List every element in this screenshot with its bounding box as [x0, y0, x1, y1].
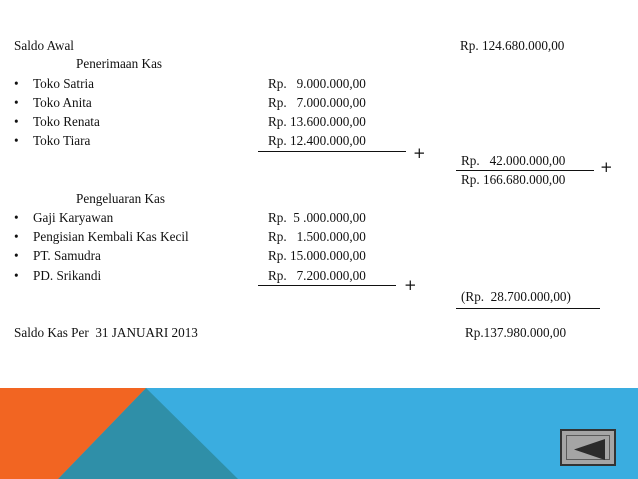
penerimaan-heading: Penerimaan Kas — [76, 56, 163, 71]
pengeluaran-heading: Pengeluaran Kas — [76, 191, 165, 206]
pengeluaran-item-amount: Rp. 5 .000.000,00 — [268, 210, 366, 225]
subtotal-amount: Rp. 166.680.000,00 — [461, 172, 566, 187]
pengeluaran-item-name: PT. Samudra — [33, 248, 101, 263]
saldo-awal-label: Saldo Awal — [14, 38, 74, 53]
pengeluaran-total-underline — [456, 308, 600, 309]
pengeluaran-bullet: • — [14, 210, 19, 225]
pengeluaran-bullet: • — [14, 268, 19, 283]
penerimaan-bullet: • — [14, 95, 19, 110]
penerimaan-item-amount: Rp. 12.400.000,00 — [268, 133, 366, 148]
penerimaan-item-name: Toko Tiara — [33, 133, 91, 148]
penerimaan-total-plus-sign: + — [600, 158, 613, 176]
penerimaan-bullet: • — [14, 133, 19, 148]
saldo-awal-amount: Rp. 124.680.000,00 — [460, 38, 565, 53]
penerimaan-underline — [258, 151, 406, 152]
saldo-akhir-label: Saldo Kas Per 31 JANUARI 2013 — [14, 325, 198, 340]
back-button[interactable] — [560, 429, 616, 466]
penerimaan-item-name: Toko Satria — [33, 76, 94, 91]
pengeluaran-bullet: • — [14, 229, 19, 244]
pengeluaran-item-amount: Rp. 7.200.000,00 — [268, 268, 366, 283]
pengeluaran-bullet: • — [14, 248, 19, 263]
penerimaan-item-amount: Rp. 13.600.000,00 — [268, 114, 366, 129]
pengeluaran-plus-sign: + — [404, 276, 417, 294]
penerimaan-item-name: Toko Anita — [33, 95, 92, 110]
penerimaan-total-underline — [456, 170, 594, 171]
penerimaan-bullet: • — [14, 76, 19, 91]
footer-decoration — [0, 388, 638, 479]
penerimaan-item-amount: Rp. 7.000.000,00 — [268, 95, 366, 110]
back-button-inner — [566, 435, 610, 460]
pengeluaran-item-name: PD. Srikandi — [33, 268, 102, 283]
penerimaan-item-amount: Rp. 9.000.000,00 — [268, 76, 366, 91]
pengeluaran-total: (Rp. 28.700.000,00) — [461, 289, 571, 304]
penerimaan-bullet: • — [14, 114, 19, 129]
penerimaan-item-name: Toko Renata — [33, 114, 100, 129]
pengeluaran-item-amount: Rp. 15.000.000,00 — [268, 248, 366, 263]
penerimaan-plus-sign: + — [413, 144, 426, 162]
pengeluaran-underline — [258, 285, 396, 286]
pengeluaran-item-amount: Rp. 1.500.000,00 — [268, 229, 366, 244]
saldo-akhir-amount: Rp.137.980.000,00 — [465, 325, 567, 340]
triangle-left-icon — [567, 436, 613, 463]
pengeluaran-item-name: Pengisian Kembali Kas Kecil — [33, 229, 189, 244]
pengeluaran-item-name: Gaji Karyawan — [33, 210, 114, 225]
penerimaan-total: Rp. 42.000.000,00 — [461, 153, 566, 168]
